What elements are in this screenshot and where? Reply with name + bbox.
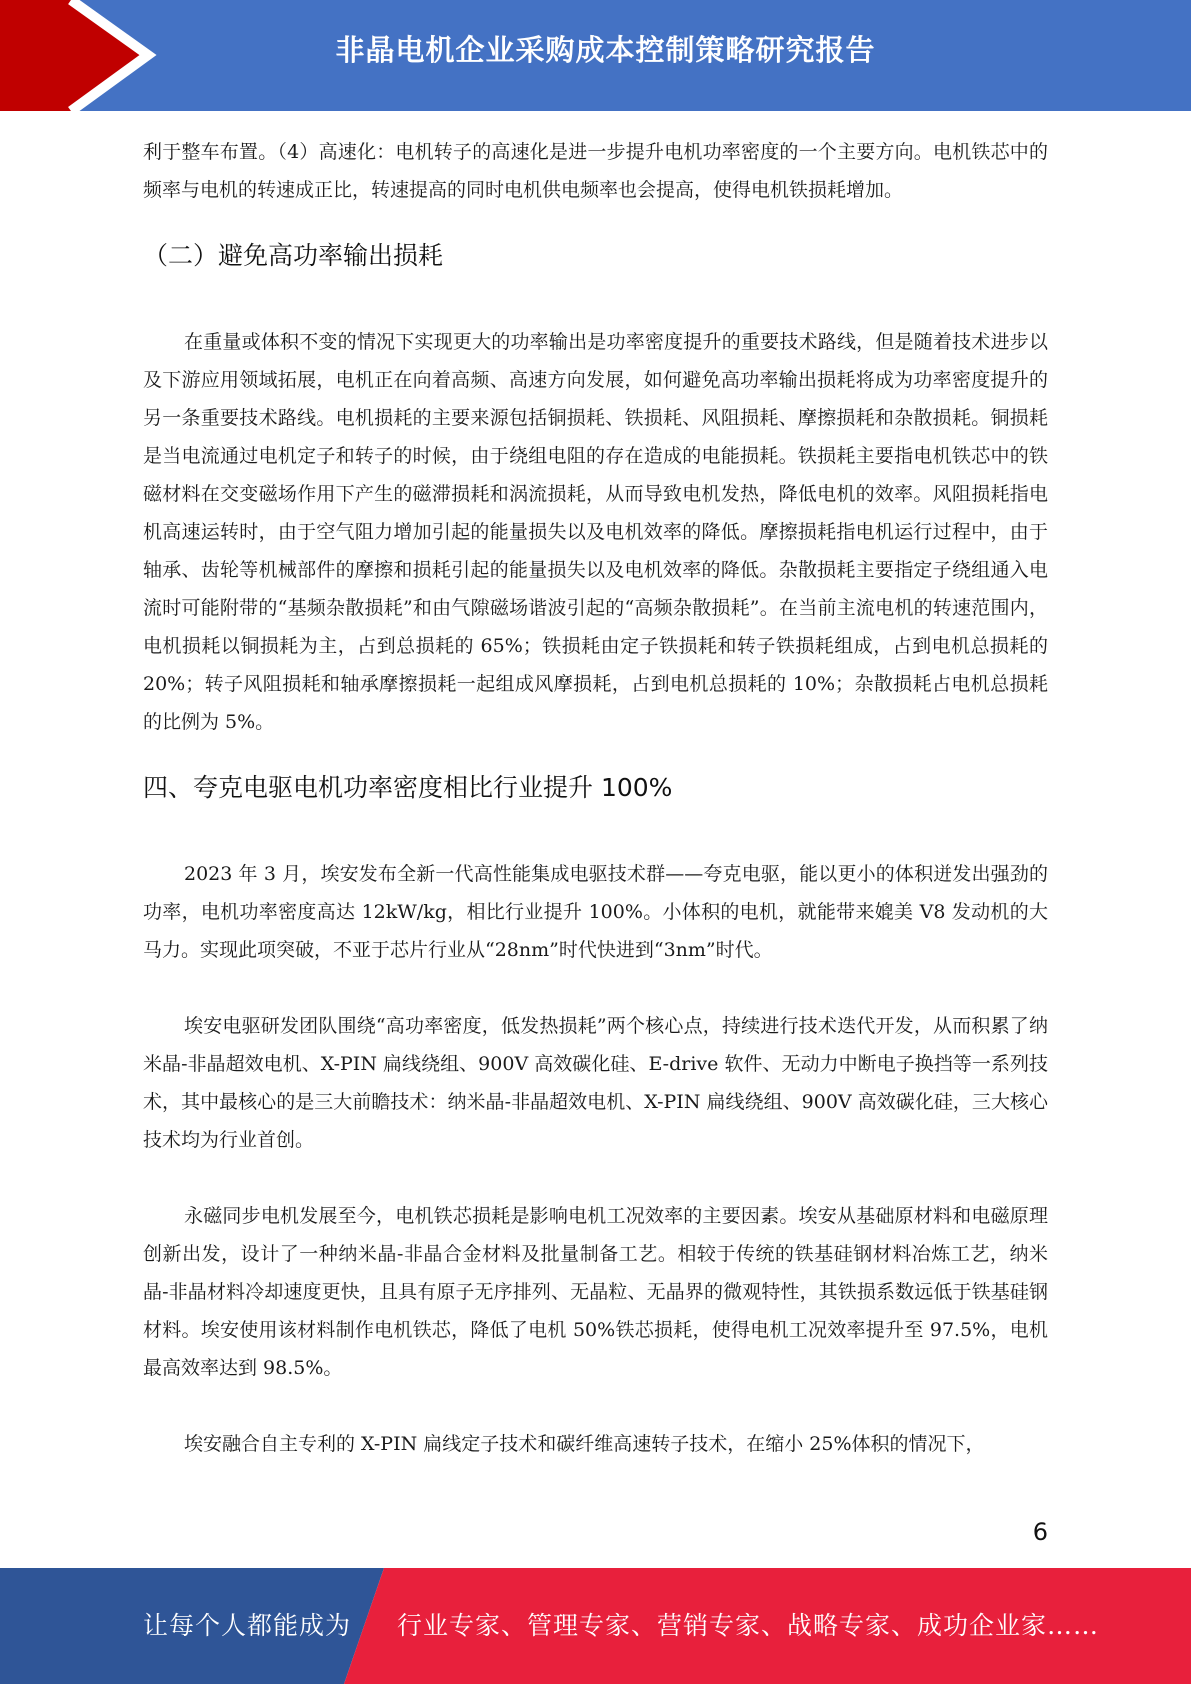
page-number: 6	[1032, 1518, 1048, 1546]
paragraph-xpin: 埃安融合自主专利的 X-PIN 扁线定子技术和碳纤维高速转子技术，在缩小 25%体积的情况下，	[184, 1433, 985, 1455]
header-banner	[0, 0, 1191, 111]
paragraph-power-loss: 在重量或体积不变的情况下实现更大的功率输出是功率密度提升的重要技术路线，但是随着技术进步以及下游应用领域拓展，电机正在向着高频、高速方向发展，如何避免高功率输出损耗将成为功率密度提升的另一条重要技术路线。电机损耗的主要来源包括铜损耗、铁损耗、风阻损耗、摩擦损耗和杂散损耗。铜损耗是当电流通过电机定子和转子的时候，由于绕组电阻的存在造成的电能损耗。铁损耗主要指电机铁芯中的铁磁材料在交变磁场作用下产生的磁滞损耗和涡流损耗，从而导致电机发热，降低电机的效率。风阻损耗指电机高速运转时，由于空气阻力增加引起的能量损失以及电机效率的降低。摩擦损耗指电机运行过程中，由于轴承、齿轮等机械部件的摩擦和损耗引起的能量损失以及电机效率的降低。杂散损耗主要指定子绕组通入电流时可能附带的“基频杂散损耗”和由气隙磁场谐波引起的“高频杂散损耗”。在当前主流电机的转速范围内，电机损耗以铜损耗为主，占到总损耗的 65%；铁损耗由定子铁损耗和转子铁损耗组成，占到电机总损耗的 20%；转子风阻损耗和轴承摩擦损耗一起组成风摩损耗，占到电机总损耗的 10%；杂散损耗占电机总损耗的比例为 5%。	[143, 331, 1048, 733]
footer-expert-list: 行业专家、管理专家、营销专家、战略专家、成功企业家……	[397, 1611, 1100, 1640]
section-heading: 四、夸克电驱电机功率密度相比行业提升 100%	[143, 773, 673, 802]
paragraph-rd-team: 埃安电驱研发团队围绕“高功率密度，低发热损耗”两个核心点，持续进行技术迭代开发，从而积累了纳米晶-非晶超效电机、X-PIN 扁线绕组、900V 高效碳化硅、E-drive 软件、无动力中断电子换挡等一系列技术，其中最核心的是三大前瞻技术：纳米晶-非晶超效电机、X-PIN 扁线绕组、900V 高效碳化硅，三大核心技术均为行业首创。	[143, 1015, 1048, 1151]
subsection-heading: （二）避免高功率输出损耗	[143, 241, 444, 270]
footer-slogan: 让每个人都能成为	[143, 1611, 352, 1640]
document-body	[143, 133, 1048, 1463]
report-title: 非晶电机企业采购成本控制策略研究报告	[335, 33, 876, 67]
paragraph-amorphous-material: 永磁同步电机发展至今，电机铁芯损耗是影响电机工况效率的主要因素。埃安从基础原材料和电磁原理创新出发，设计了一种纳米晶-非晶合金材料及批量制备工艺。相较于传统的铁基硅钢材料冶炼工艺，纳米晶-非晶材料冷却速度更快，且具有原子无序排列、无晶粒、无晶界的微观特性，其铁损系数远低于铁基硅钢材料。埃安使用该材料制作电机铁芯，降低了电机 50%铁芯损耗，使得电机工况效率提升至 97.5%，电机最高效率达到 98.5%。	[143, 1205, 1048, 1379]
paragraph-quark-launch: 2023 年 3 月，埃安发布全新一代高性能集成电驱技术群——夸克电驱，能以更小的体积迸发出强劲的功率，电机功率密度高达 12kW/kg，相比行业提升 100%。小体积的电机，就能带来媲美 V8 发动机的大马力。实现此项突破，不亚于芯片行业从“28nm”时代快进到“3nm”时代。	[143, 863, 1048, 961]
intro-paragraph: 利于整车布置。（4）高速化：电机转子的高速化是进一步提升电机功率密度的一个主要方向。电机铁芯中的频率与电机的转速成正比，转速提高的同时电机供电频率也会提高，使得电机铁损耗增加。	[143, 141, 1048, 201]
footer-banner	[0, 1568, 1191, 1684]
